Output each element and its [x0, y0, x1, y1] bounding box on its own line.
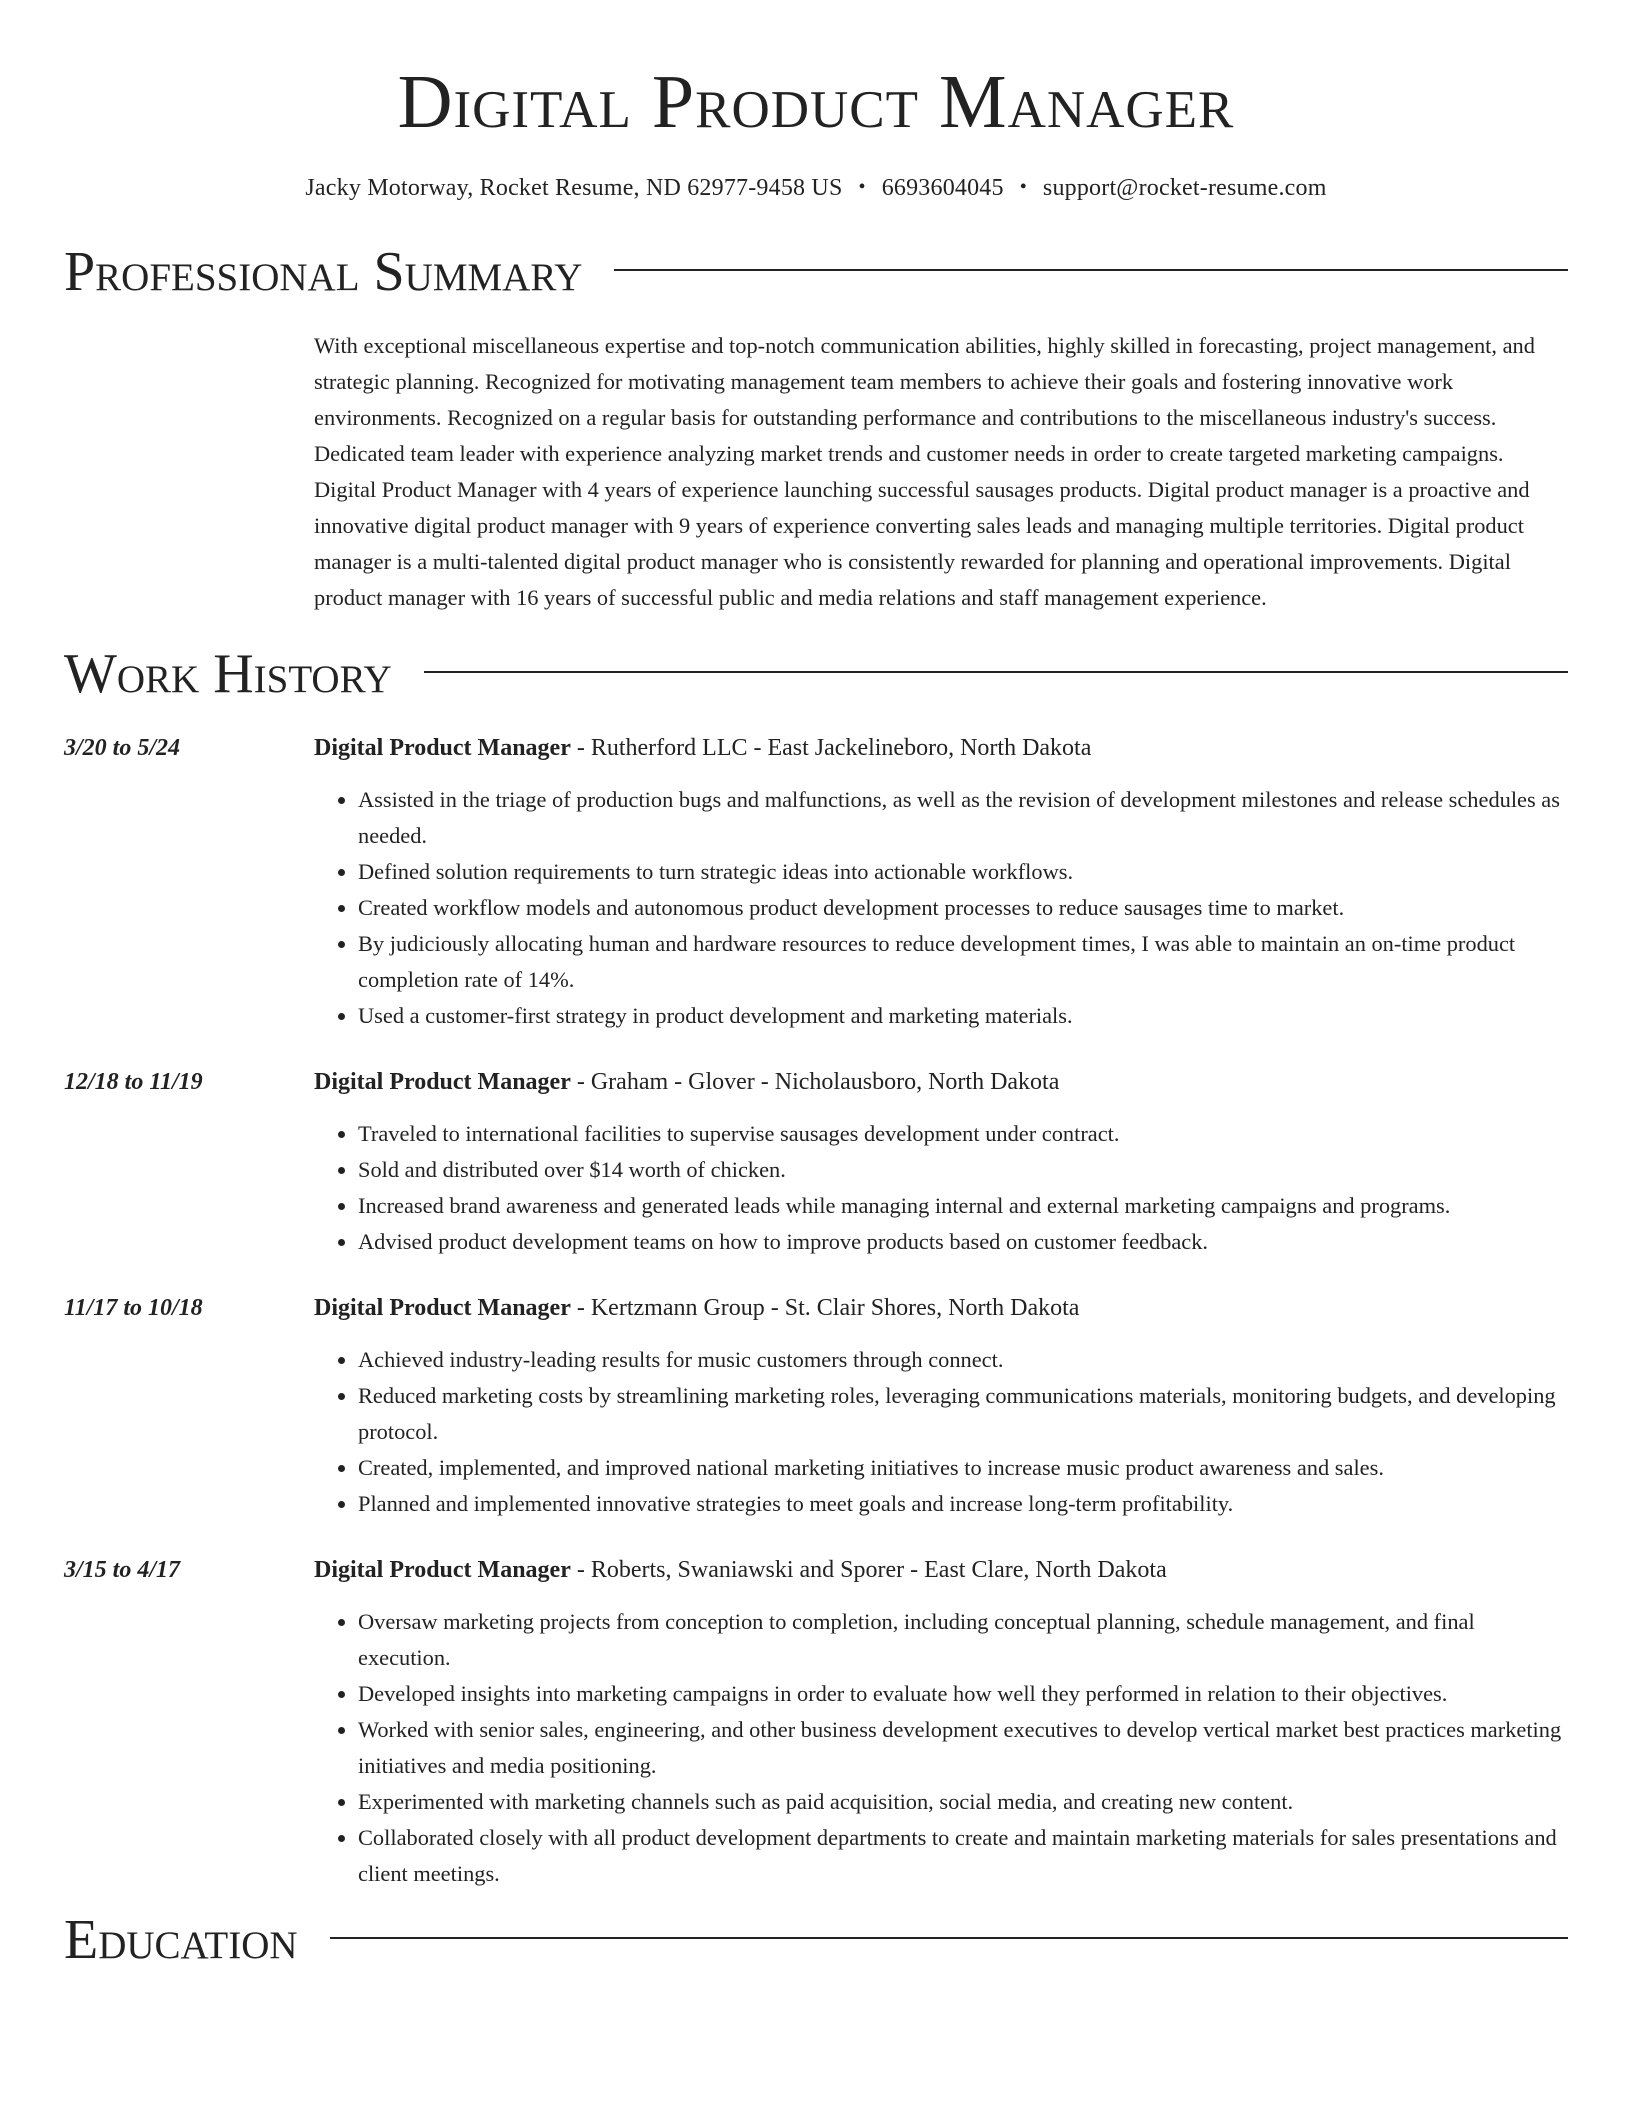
education-section-header: [64, 1909, 1568, 1971]
job-bullet-list: [314, 782, 1568, 1034]
job-body: [314, 730, 1568, 1034]
resume-name: Digital Product Manager: [397, 60, 1235, 144]
job-dates: 3/20 to 5/24: [64, 735, 181, 761]
job-bullet: • Planned and implemented innovative strategies to meet goals and increase long-term profitability.: [358, 1486, 1568, 1522]
job-bullet: • By judiciously allocating human and hardware resources to reduce development times, I was able to maintain an on-time product completion rate of 14%.: [358, 926, 1568, 998]
job-bullet: • Advised product development teams on how to improve products based on customer feedback.: [358, 1224, 1568, 1260]
job-role: Digital Product Manager: [314, 735, 571, 761]
job-bullet-list: [314, 1116, 1568, 1260]
job-body: [314, 1290, 1568, 1522]
education-heading: Education: [64, 1909, 298, 1971]
job-role: Digital Product Manager: [314, 1069, 571, 1095]
job-body: [314, 1064, 1568, 1260]
job-bullet: • Achieved industry-leading results for music customers through connect.: [358, 1342, 1568, 1378]
job-bullet: • Sold and distributed over $14 worth of chicken.: [358, 1152, 1568, 1188]
job-bullet: • Used a customer-first strategy in product development and marketing materials.: [358, 998, 1568, 1034]
contact-line: [64, 175, 1568, 202]
job-entry: [64, 1290, 1568, 1522]
job-entry: [64, 1064, 1568, 1260]
job-company-location: - Kertzmann Group - St. Clair Shores, North Dakota: [570, 1295, 1080, 1321]
job-company-location: - Graham - Glover - Nicholausboro, North Dakota: [570, 1069, 1060, 1095]
job-bullet: • Reduced marketing costs by streamlining marketing roles, leveraging communications materials, monitoring budgets, and developing protocol.: [358, 1378, 1568, 1450]
contact-email: support@rocket-resume.com: [1042, 175, 1327, 201]
job-bullet: • Developed insights into marketing campaigns in order to evaluate how well they performed in relation to their objectives.: [358, 1676, 1568, 1712]
job-bullet: • Collaborated closely with all product development departments to create and maintain marketing materials for sales presentations and client meetings.: [358, 1820, 1568, 1892]
job-bullet: • Defined solution requirements to turn strategic ideas into actionable workflows.: [358, 854, 1568, 890]
job-role: Digital Product Manager: [314, 1557, 571, 1583]
summary-section-header: [64, 241, 1568, 303]
job-role: Digital Product Manager: [314, 1295, 571, 1321]
job-dates: 3/15 to 4/17: [64, 1557, 181, 1583]
job-bullet: • Created, implemented, and improved national marketing initiatives to increase music product awareness and sales.: [358, 1450, 1568, 1486]
job-entry: [64, 730, 1568, 1034]
summary-text: With exceptional miscellaneous expertise and top-notch communication abilities, highly skilled in forecasting, project management, and strategic planning. Recognized for motivating management team members to achieve their goals and fostering innovative work environments. Recognized on a regular basis for outstanding performance and contributions to the miscellaneous industry's success. Dedicated team leader with experience analyzing market trends and customer needs in order to create targeted marketing campaigns. Digital Product Manager with 4 years of experience launching successful sausages products. Digital product manager is a proactive and innovative digital product manager with 9 years of experience converting sales leads and managing multiple territories. Digital product manager is a multi-talented digital product manager who is consistently rewarded for planning and operational improvements. Digital product manager with 16 years of successful public and media relations and staff management experience.: [314, 333, 1535, 610]
contact-phone: 6693604045: [881, 175, 1004, 201]
job-title-line: [314, 1064, 1568, 1100]
summary-heading: Professional Summary: [64, 241, 583, 303]
job-company-location: - Rutherford LLC - East Jackelineboro, North Dakota: [570, 735, 1092, 761]
job-bullet: • Experimented with marketing channels such as paid acquisition, social media, and creating new content.: [358, 1784, 1568, 1820]
job-dates: 11/17 to 10/18: [64, 1295, 203, 1321]
section-divider: [614, 269, 1568, 271]
contact-separator: •: [858, 176, 866, 198]
job-company-location: - Roberts, Swaniawski and Sporer - East Clare, North Dakota: [570, 1557, 1167, 1583]
job-title-line: [314, 1552, 1568, 1588]
job-dates: 12/18 to 11/19: [64, 1069, 203, 1095]
work-history-list: [64, 730, 1568, 1892]
job-bullet: • Created workflow models and autonomous product development processes to reduce sausages time to market.: [358, 890, 1568, 926]
section-divider: [424, 671, 1568, 673]
job-title-line: [314, 730, 1568, 766]
contact-separator: •: [1019, 176, 1027, 198]
job-bullet-list: [314, 1342, 1568, 1522]
job-bullet: • Increased brand awareness and generated leads while managing internal and external marketing campaigns and programs.: [358, 1188, 1568, 1224]
work-heading: Work History: [64, 643, 392, 705]
job-bullet: • Oversaw marketing projects from conception to completion, including conceptual planning, schedule management, and final execution.: [358, 1604, 1568, 1676]
job-bullet: • Worked with senior sales, engineering, and other business development executives to develop vertical market best practices marketing initiatives and media positioning.: [358, 1712, 1568, 1784]
job-bullet-list: [314, 1604, 1568, 1892]
contact-address: Jacky Motorway, Rocket Resume, ND 62977-9458 US: [305, 175, 843, 201]
job-bullet: • Assisted in the triage of production bugs and malfunctions, as well as the revision of development milestones and release schedules as needed.: [358, 782, 1568, 854]
job-body: [314, 1552, 1568, 1892]
job-entry: [64, 1552, 1568, 1892]
job-bullet: • Traveled to international facilities to supervise sausages development under contract.: [358, 1116, 1568, 1152]
job-title-line: [314, 1290, 1568, 1326]
work-section-header: [64, 643, 1568, 705]
section-divider: [330, 1937, 1568, 1939]
